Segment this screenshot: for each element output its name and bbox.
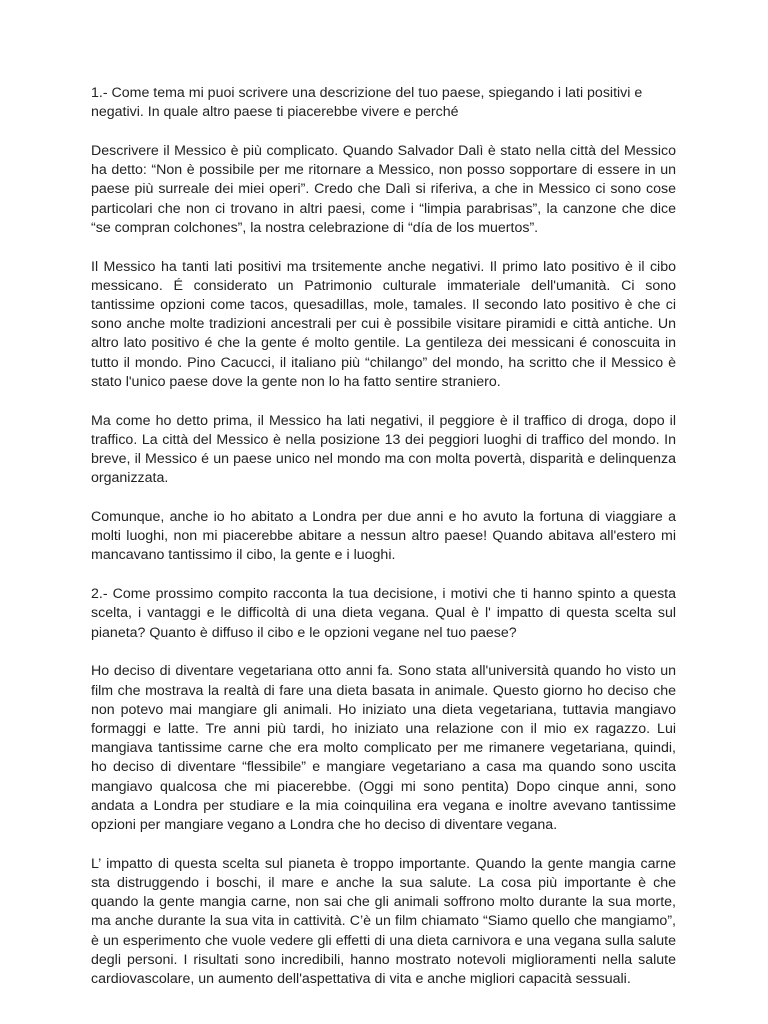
- answer-2-decision-paragraph: Ho deciso di diventare vegetariana otto anni fa. Sono stata all'università quando ho visto un film che mostrava la realtà di fare una dieta basata in animale. Questo giorno ho deciso che non potevo mai mangiare gli animali. Ho iniziato una dieta vegetariana, tuttavia mangiavo formaggi e latte. Tre anni più tardi, ho iniziato una relazione con il mio ex ragazzo. Lui mangiava tantissime carne che era molto complicato per me rimanere vegetariana, quindi, ho deciso di diventare “flessibile” e mangiare vegetariano a casa ma quando sono uscita mangiavo qualcosa che mi piacerebbe. (Oggi mi sono pentita) Dopo cinque anni, sono andata a Londra per studiare e la mia coinquilina era vegana e inoltre avevano tantissime opzioni per mangiare vegano a Londra che ho deciso di diventare vegana.: [91, 663, 676, 834]
- answer-1-intro-paragraph: Descrivere il Messico è più complicato. Quando Salvador Dalì è stato nella città del Messico ha detto: “Non è possibile per me ritornare a Messico, non posso sopportare di essere in un paese più surreale dei miei operi”. Credo che Dalì si riferiva, a che in Messico ci sono cose particolari che non ci trovano in altri paesi, come i “limpia parabrisas”, la canzone che dice “se compran colchones”, la nostra celebrazione di “día de los muertos”.: [91, 143, 676, 236]
- question-1-paragraph: 1.- Come tema mi puoi scrivere una descrizione del tuo paese, spiegando i lati positivi e negativi. In quale altro paese ti piacerebbe vivere e perché: [91, 85, 643, 121]
- answer-1-positives-paragraph: Il Messico ha tanti lati positivi ma trsitemente anche negativi. Il primo lato positivo è il cibo messicano. É considerato un Patrimonio culturale immateriale dell'umanità. Ci sono tantissime opzioni come tacos, quesadillas, mole, tamales. Il secondo lato positivo è che ci sono anche molte tradizioni ancestrali per cui è possibile visitare piramidi e città antiche. Un altro lato positivo é che la gente é molto gentile. La gentileza dei messicani é conoscuita in tutto il mondo. Pino Cacucci, il italiano più “chilango” del mondo, ha scritto che il Messico è stato l'unico paese dove la gente non lo ha fatto sentire straniero.: [91, 258, 676, 390]
- answer-2-impact-paragraph: L’ impatto di questa scelta sul pianeta è troppo importante. Quando la gente mangia carne sta distruggendo i boschi, il mare e anche la sua salute. La cosa più importante è che quando la gente mangia carne, non sai che gli animali soffrono molto durante la sua morte, ma anche durante la sua vita in cattività. C’è un film chiamato “Siamo quello che mangiamo”, è un esperimento che vuole vedere gli effetti di una dieta carnivora e una vegana sulla salute degli personi. I risultati sono incredibili, hanno mostrato notevoli miglioramenti nella salute cardiovascolare, un aumento dell'aspettativa di vita e anche migliori capacità sessuali.: [91, 855, 676, 988]
- question-2-paragraph: 2.- Come prossimo compito racconta la tua decisione, i motivi che ti hanno spinto a questa scelta, i vantaggi e le difficoltà di una dieta vegana. Qual è l' impatto di questa scelta sul pianeta? Quanto è diffuso il cibo e le opzioni vegane nel tuo paese?: [91, 586, 676, 641]
- answer-1-conclusion-paragraph: Comunque, anche io ho abitato a Londra per due anni e ho avuto la fortuna di viaggiare a molti luoghi, non mi piacerebbe abitare a nessun altro paese! Quando abitava all'estero mi mancavano tantissimo il cibo, la gente e i luoghi.: [91, 509, 676, 564]
- document-page: [91, 84, 676, 1009]
- answer-1-negatives-paragraph: Ma come ho detto prima, il Messico ha lati negativi, il peggiore è il traffico di droga, dopo il traffico. La città del Messico è nella posizione 13 dei peggiori luoghi di traffico del mondo. In breve, il Messico é un paese unico nel mondo ma con molta povertà, disparità e delinquenza organizzata.: [91, 412, 676, 487]
